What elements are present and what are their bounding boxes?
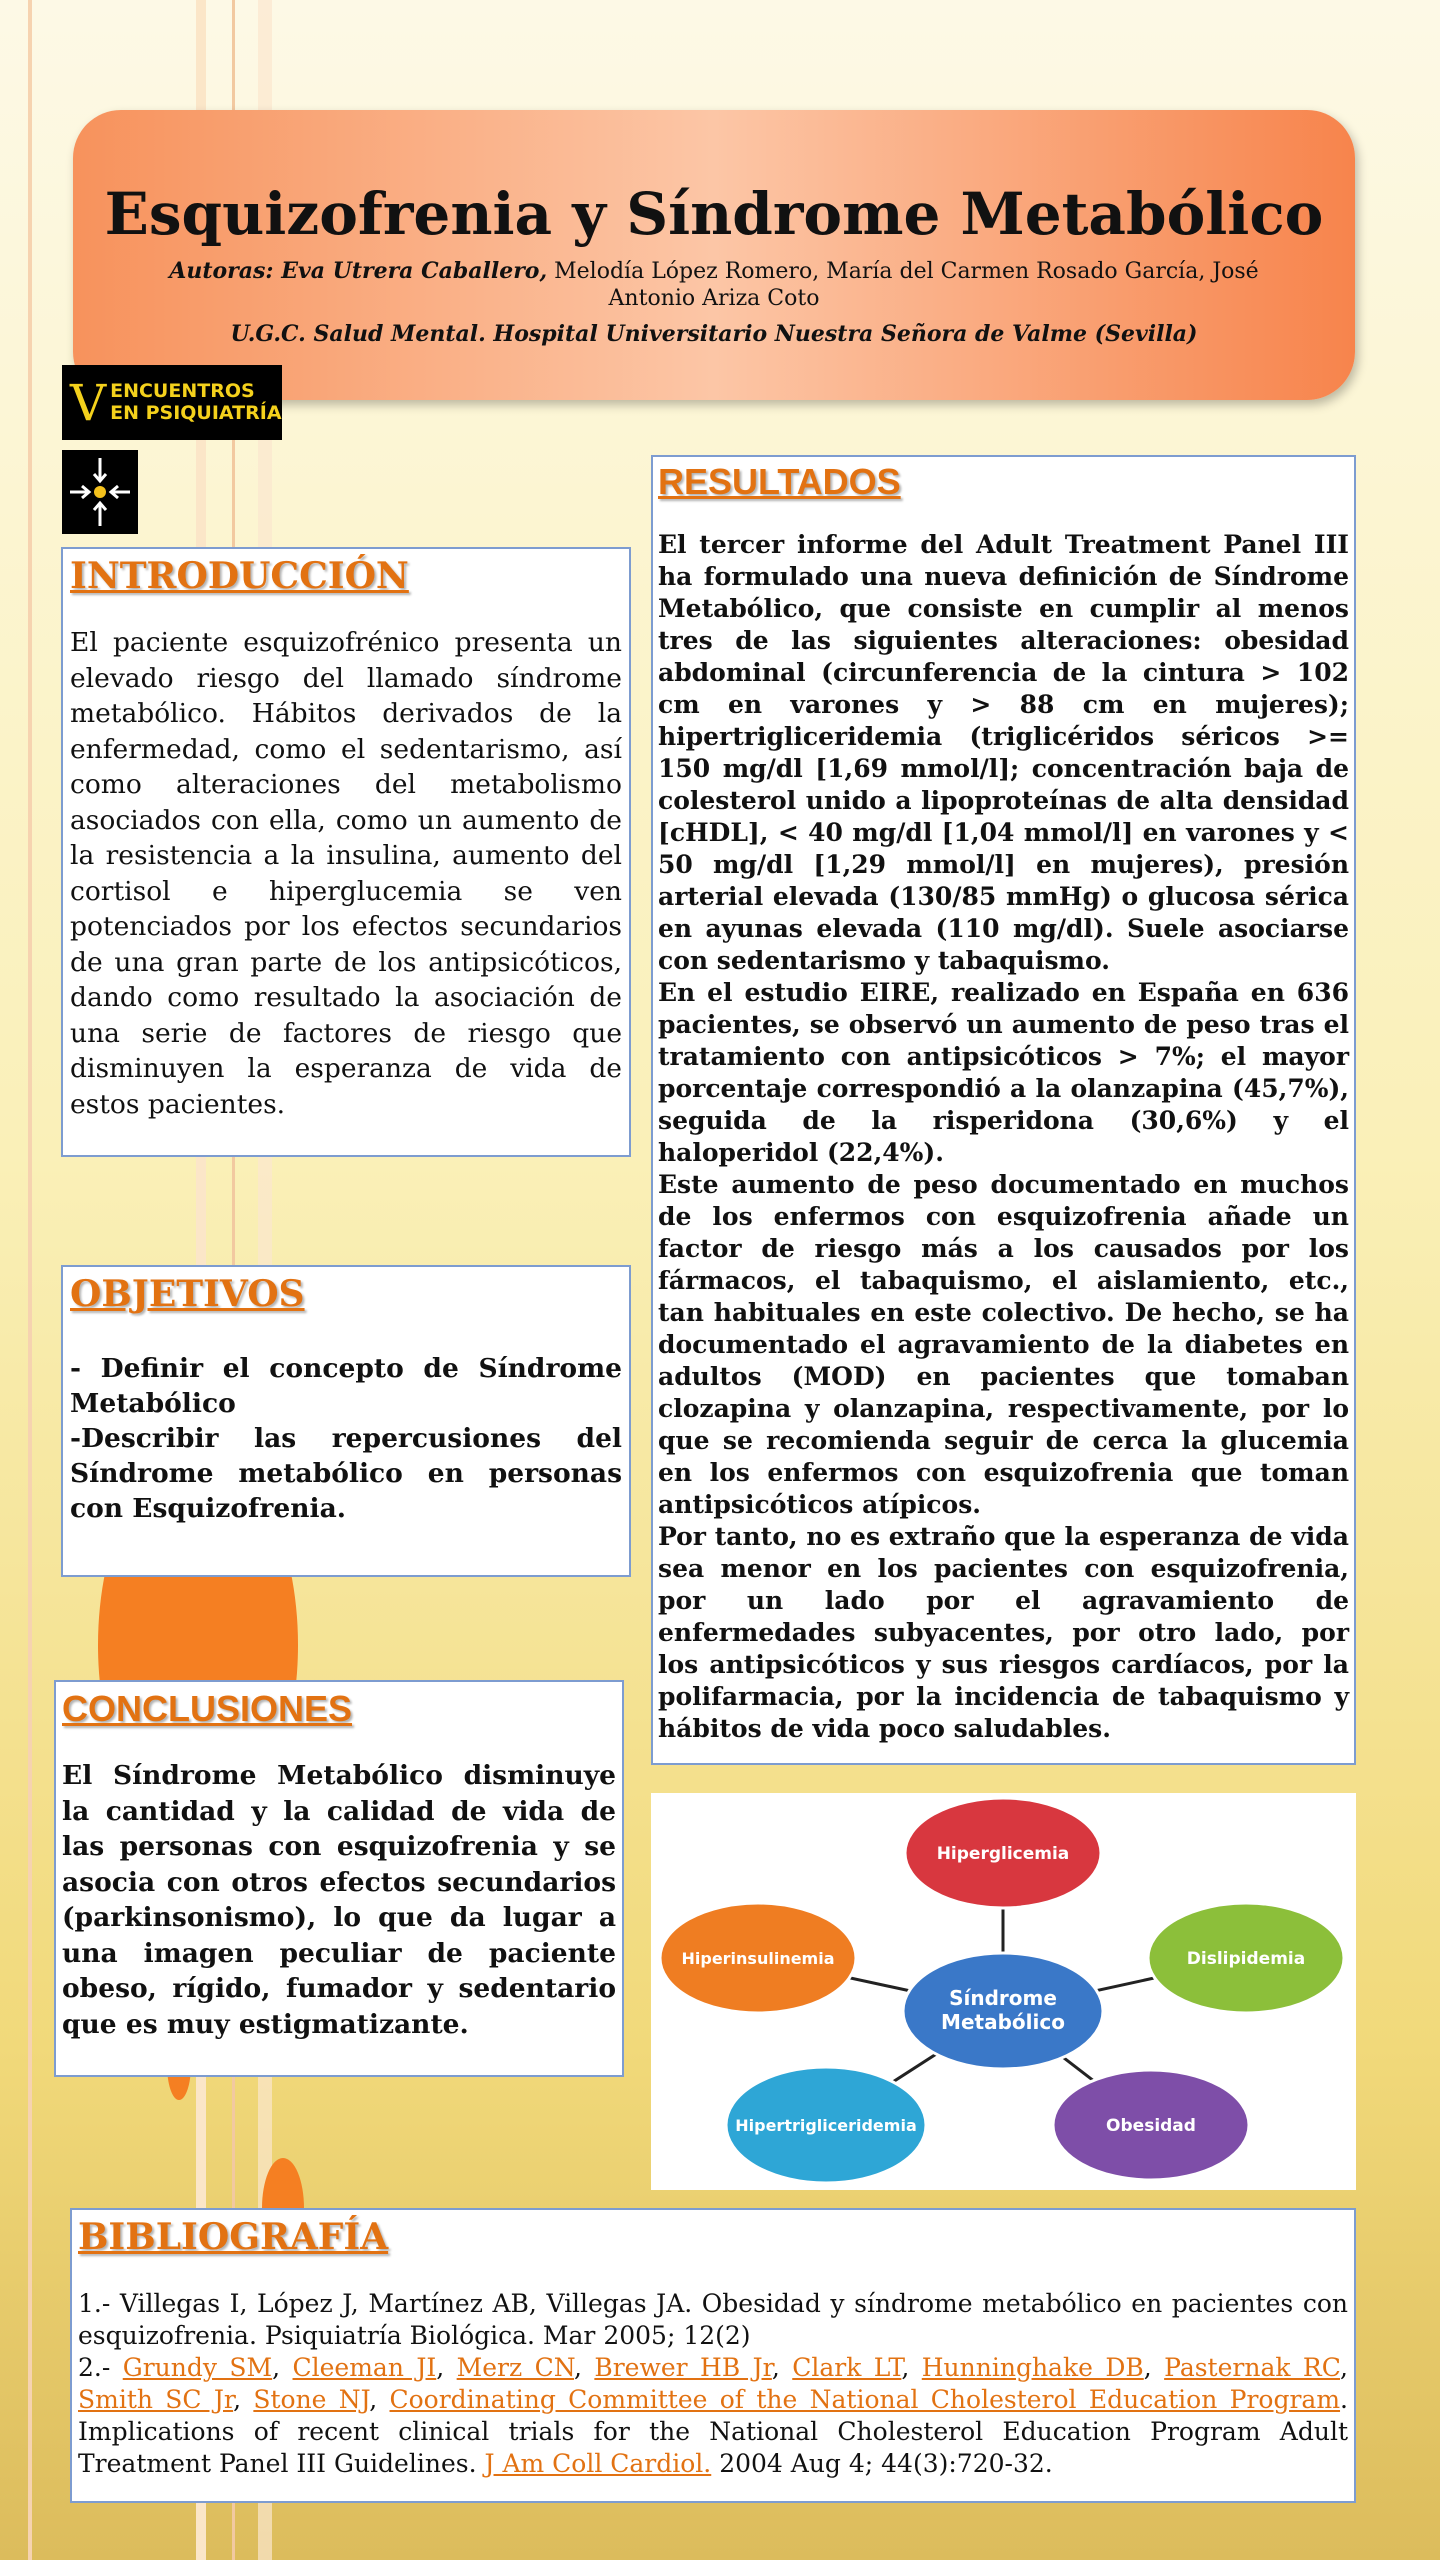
introduccion-heading: INTRODUCCIÓN [70,555,409,597]
objetivos-section [61,1265,631,1577]
conclusiones-heading: CONCLUSIONES [62,1688,353,1729]
authors-lead: Autoras: Eva Utrera Caballero, [169,257,548,284]
author-link[interactable]: Smith SC Jr [78,2385,234,2414]
center-label: Síndrome [949,1986,1057,2010]
introduccion-text: El paciente esquizofrénico presenta un elevado riesgo del llamado síndrome metabólico. Hábitos derivados de la enfermedad, como el sedentarismo, así como alteraciones del metabolismo asociados con ella, como un aumento de la resistencia a la insulina, aumento del cortisol e hiperglucemia se ven potenciados por los efectos secundarios de una gran parte de los antipsicóticos, dando como resultado la asociación de una serie de factores de riesgo que disminuyen la esperanza de vida de estos pacientes. [70,627,622,1120]
author-link[interactable]: Pasternak RC [1164,2353,1340,2382]
affiliation: U.G.C. Salud Mental. Hospital Universitario Nuestra Señora de Valme (Sevilla) [230,320,1198,347]
objetivos-heading: OBJETIVOS [70,1273,305,1315]
node-label: Hiperinsulinemia [681,1949,835,1968]
logo-line2: EN PSIQUIATRÍA [110,401,282,424]
encuentros-logo [62,365,282,440]
background-stripe [28,0,32,2560]
reference-end: 2004 Aug 4; 44(3):720-32. [711,2449,1053,2478]
conclusiones-text: El Síndrome Metabólico disminuye la cantidad y la calidad de vida de las personas con esquizofrenia y se asocia con otros efectos secundarios (parkinsonismo), lo que da lugar a una imagen peculiar de paciente obeso, rígido, fumador y sedentario que es muy estigmatizante. [62,1760,616,2040]
node-label: Hiperglicemia [936,1844,1070,1864]
logo-words [110,381,281,425]
node-label: Obesidad [1106,2116,1196,2136]
authors-line [133,258,1295,313]
resultados-paragraph: Por tanto, no es extraño que la esperanza de vida sea menor en los pacientes con esquizofrenia, por un lado por el agravamiento de enfermedades subyacentes, por otro lado, por los antipsicóticos y sus riesgos cardíacos, por la polifarmacia, por la incidencia de tabaquismo y hábitos de vida poco saludables. [658,1522,1349,1743]
poster-title: Esquizofrenia y Síndrome Metabólico [104,180,1324,248]
converging-arrows-icon [62,450,138,534]
conclusiones-section [54,1680,624,2077]
committee-link[interactable]: Coordinating Committee of the National Cholesterol Education Program [389,2385,1341,2414]
reference-1: 1.- Villegas I, López J, Martínez AB, Villegas JA. Obesidad y síndrome metabólico en pacientes con esquizofrenia. Psiquiatría Biológica. Mar 2005; 12(2) [78,2289,1348,2350]
author-link[interactable]: Hunninghake DB [921,2353,1144,2382]
converging-arrows-logo [62,450,138,534]
node-label: Hipertrigliceridemia [735,2116,917,2135]
reference-number: 2.- [78,2353,123,2382]
resultados-paragraph: En el estudio EIRE, realizado en España en 636 pacientes, se observó un aumento de peso tras el tratamiento con antipsicóticos > 7%; el mayor porcentaje correspondió a la olanzapina (45,7%), seguida de la risperidona (30,6%) y el haloperidol (22,4%). [658,978,1349,1167]
authors-rest: Melodía López Romero, María del Carmen Rosado García, José Antonio Ariza Coto [554,258,1259,312]
journal-link[interactable]: J Am Coll Cardiol. [484,2449,712,2478]
author-link[interactable]: Brewer HB Jr [594,2353,772,2382]
author-link[interactable]: Stone NJ [253,2385,370,2414]
diagram-svg [651,1793,1356,2190]
node-label: Dislipidemia [1186,1949,1306,1969]
logo-line1: ENCUENTROS [110,379,255,402]
resultados-heading: RESULTADOS [658,461,901,502]
logo-numeral: V [70,373,107,432]
resultados-section [651,455,1356,1765]
author-link[interactable]: Cleeman JI [292,2353,437,2382]
sindrome-diagram [651,1793,1356,2190]
reference-title: . Implications of recent clinical trials for the National Cholesterol Education Program Adult Treatment Panel III Guidelines. [78,2385,1348,2478]
objetivo-item: - Definir el concepto de Síndrome Metabólico [70,1353,622,1419]
resultados-paragraph: Este aumento de peso documentado en muchos de los enfermos con esquizofrenia añade un factor de riesgo más a los causados por los fármacos, el tabaquismo, el aislamiento, etc., tan habituales en este colectivo. De hecho, se ha documentado el agravamiento de la diabetes en adultos (MOD) en pacientes que tomaban clozapina y olanzapina, respectivamente, por lo que se recomienda seguir de cerca la glucemia en los enfermos con esquizofrenia que toman antipsicóticos atípicos. [658,1170,1349,1519]
reference-authors: Grundy SM, Cleeman JI, Merz CN, Brewer HB Jr, Clark LT, Hunninghake DB, Pasternak RC, Smith SC Jr, Stone NJ, [78,2353,1348,2414]
bibliografia-heading: BIBLIOGRAFÍA [78,2216,389,2258]
author-link[interactable]: Clark LT [792,2353,902,2382]
poster-header [73,110,1355,400]
reference-2 [78,2352,1348,2480]
bibliografia-section [70,2208,1356,2503]
resultados-paragraph: El tercer informe del Adult Treatment Panel III ha formulado una nueva definición de Síndrome Metabólico, que consiste en cumplir al menos tres de las siguientes alteraciones: obesidad abdominal (circunferencia de la cintura > 102 cm en varones y > 88 cm en mujeres); hipertrigliceridemia (triglicéridos séricos >= 150 mg/dl [1,69 mmol/l]; concentración baja de colesterol unido a lipoproteínas de alta densidad [cHDL], < 40 mg/dl [1,04 mmol/l] en varones y < 50 mg/dl [1,29 mmol/l] en mujeres), presión arterial elevada (130/85 mmHg) o glucosa sérica en ayunas elevada (110 mg/dl). Suele asociarse con sedentarismo y tabaquismo. [658,530,1349,975]
objetivo-item: -Describir las repercusiones del Síndrome metabólico en personas con Esquizofrenia. [70,1423,622,1524]
center-label: Metabólico [941,2010,1065,2034]
introduccion-section [61,547,631,1157]
author-link[interactable]: Merz CN [456,2353,574,2382]
author-link[interactable]: Grundy SM [122,2353,273,2382]
